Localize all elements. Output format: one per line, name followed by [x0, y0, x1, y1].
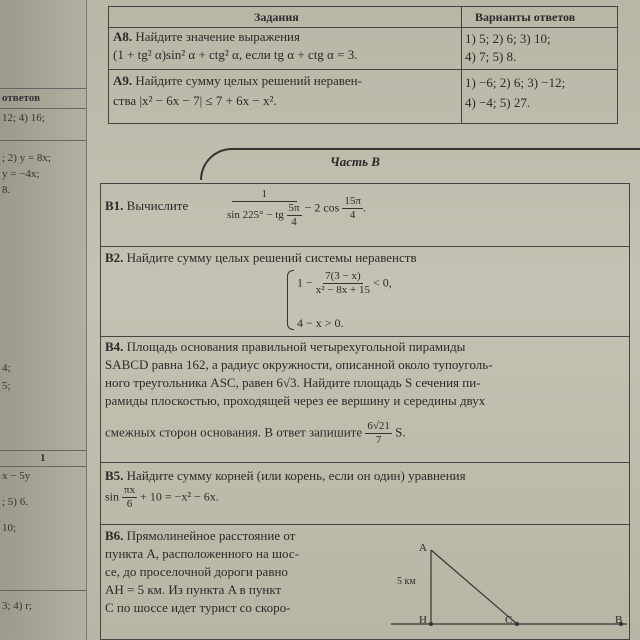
task-b6-line5: C по шоссе идет турист со скоро- — [105, 600, 291, 615]
task-b6-line1: B6. Прямолинейное расстояние от — [105, 528, 296, 543]
column-divider — [461, 7, 462, 123]
task-b4-line4: рамиды плоскостью, проходящей через ее вершину и середины двух — [105, 393, 486, 408]
left-rule — [0, 88, 86, 89]
fig-label-c: C — [505, 614, 513, 626]
point-c — [515, 622, 519, 626]
top-task-table — [108, 6, 618, 124]
left-fragment: 12; 4) 16; — [2, 112, 45, 124]
task-b5-equation: sin $\frac{\pi x}{6}$ + 10 = −x² − 6x. — [105, 484, 219, 510]
a9-answers-line2: 4) −4; 5) 27. — [465, 95, 531, 110]
a8-answers-line2: 4) 7; 5) 8. — [465, 49, 517, 64]
left-fragment: 10; — [2, 522, 17, 534]
a9-answers-line1: 1) −6; 2) 6; 3) −12; — [465, 75, 566, 90]
b2-inequality-1: 1 − $\frac{7(3 - x)}{\text{x² − 8x + 15}}$ < 0, — [297, 270, 392, 296]
b1-cos-fraction: $\frac{15\pi}{4}$ — [344, 195, 361, 221]
left-rule — [0, 590, 86, 591]
b1-main-fraction: 1 sin 225° − tg $\frac{5\pi}{4}$ — [227, 188, 300, 228]
b1-inner-fraction: $\frac{5\pi}{4}$ — [288, 202, 300, 228]
left-fragment: 4; — [2, 362, 11, 374]
task-divider — [101, 336, 629, 337]
task-a8-line2: (1 + tg² α)sin² α + ctg² α, если tg α + ctg α = 3. — [113, 47, 358, 62]
left-rule — [0, 466, 86, 467]
left-rule — [0, 450, 86, 451]
left-fragment: 3; 4) r; — [2, 600, 32, 612]
table-row-divider — [109, 69, 617, 70]
task-b6-line3: се, до проселочной дороги равно — [105, 564, 288, 579]
task-a8-line1: А8. Найдите значение выражения — [113, 29, 300, 44]
task-divider — [101, 246, 629, 247]
b2-fraction: $\frac{7(3 - x)}{\text{x² − 8x + 15}}$ — [315, 270, 370, 296]
task-b4-line2: SABCD равна 162, а радиус окружности, описанной около тупоуголь- — [105, 357, 493, 372]
table-row-divider — [109, 27, 617, 28]
task-b5-line1: B5. Найдите сумму корней (или корень, если он один) уравнения — [105, 468, 466, 483]
task-b2-label: B2. Найдите сумму целых решений системы неравенств — [105, 250, 417, 265]
left-page-edge — [0, 0, 87, 640]
fig-label-5km: 5 км — [397, 576, 416, 587]
header-answers: Варианты ответов — [475, 10, 576, 24]
point-h — [429, 622, 433, 626]
left-fragment: ; 5) 6. — [2, 496, 28, 508]
left-fragment: 5; — [2, 380, 11, 392]
left-rule — [0, 140, 86, 141]
task-b4-line5: смежных сторон основания. В ответ запишите $\frac{6√21}{7}$ S. — [105, 420, 406, 446]
left-fragment: 1 — [40, 452, 46, 464]
b5-fraction: $\frac{\pi x}{6}$ — [124, 484, 136, 510]
task-b4-line1: B4. Площадь основания правильной четырехугольной пирамиды — [105, 339, 466, 354]
header-tasks: Задания — [254, 10, 299, 24]
task-b6-line4: AH = 5 км. Из пункта A в пункт — [105, 582, 282, 597]
task-divider — [101, 524, 629, 525]
b2-inequality-2: 4 − x > 0. — [297, 316, 344, 330]
fig-label-h: H — [419, 614, 427, 626]
task-divider — [101, 462, 629, 463]
system-brace — [287, 270, 294, 330]
part-b-table — [100, 183, 630, 640]
fig-label-b: B — [615, 614, 623, 626]
heading-arc — [200, 148, 640, 180]
a8-answers-line1: 1) 5; 2) 6; 3) 10; — [465, 31, 551, 46]
highway-ac — [431, 550, 517, 624]
part-b-title: Часть B — [330, 154, 380, 169]
left-fragment: 8. — [2, 184, 11, 196]
left-fragment: ; 2) y = 8x; — [2, 152, 51, 164]
task-b1-formula: 1 sin 225° − tg $\frac{5\pi}{4}$ − 2 cos $\frac{15\pi}{4}$ . — [227, 188, 366, 228]
left-rule — [0, 108, 86, 109]
task-a9-line2: ства |x² − 6x − 7| ≤ 7 + 6x − x². — [113, 93, 277, 108]
b4-fraction: $\frac{6√21}{7}$ — [367, 420, 390, 446]
left-fragment: ответов — [2, 92, 41, 104]
part-b-heading — [200, 148, 640, 170]
task-b6-line2: пункта A, расположенного на шос- — [105, 546, 299, 561]
task-b4-line3: ного треугольника ASC, равен 6√3. Найдите площадь S сечения пи- — [105, 375, 481, 390]
task-a9-line1: А9. Найдите сумму целых решений неравен- — [113, 73, 362, 88]
task-b1-label: B1. Вычислите — [105, 198, 189, 213]
fig-label-a: A — [419, 542, 427, 554]
left-fragment: y = −4x; — [2, 168, 40, 180]
left-fragment: x − 5y — [2, 470, 31, 482]
